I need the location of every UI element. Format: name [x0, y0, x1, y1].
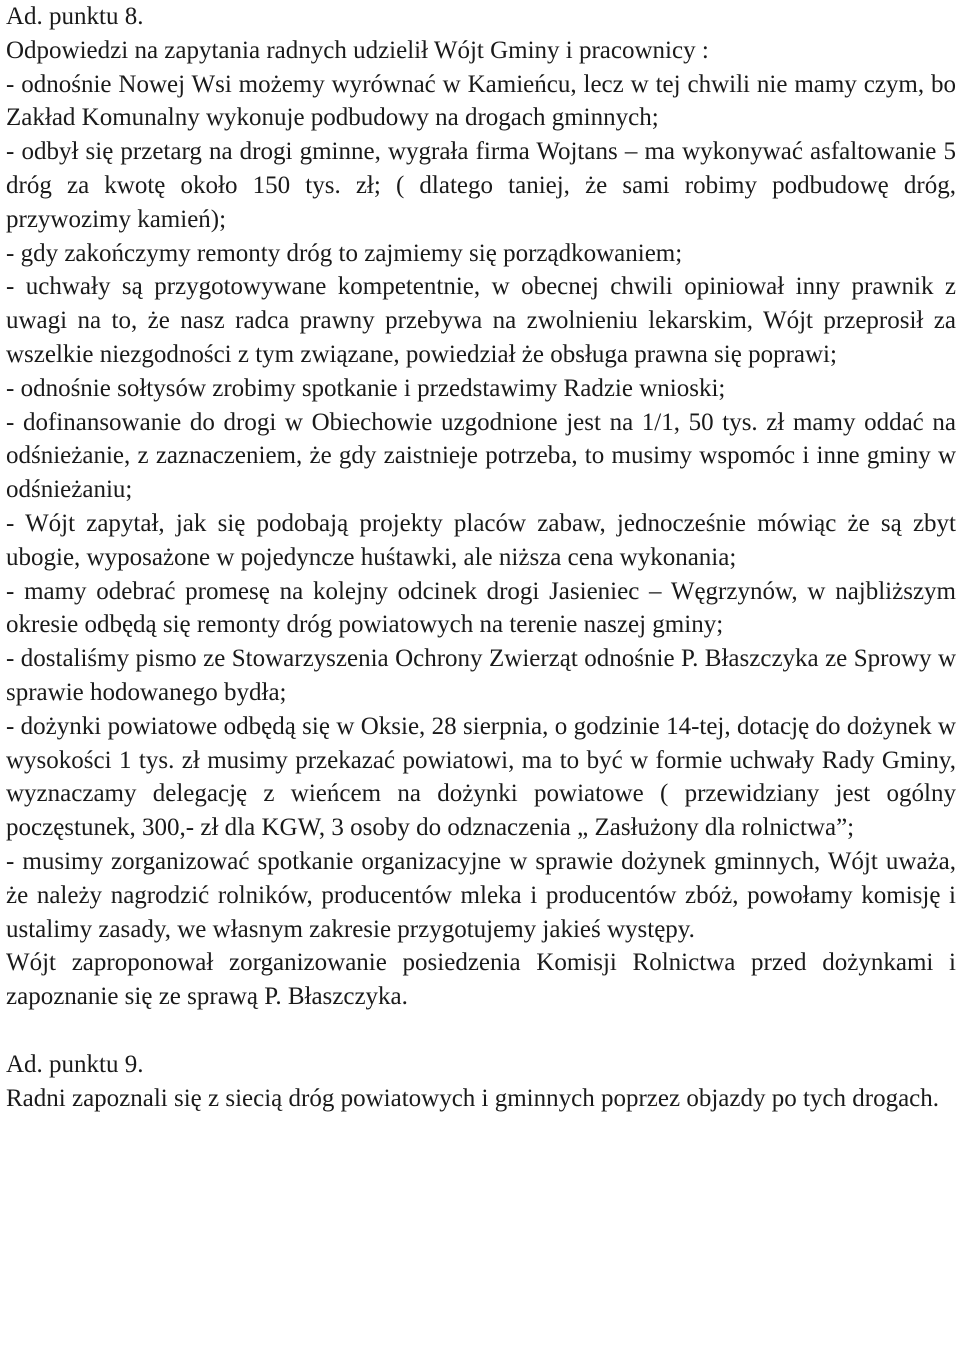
list-item-promesa: - mamy odebrać promesę na kolejny odcinek drogi Jasieniec – Węgrzynów, w najbliższym okresie odbędą się remonty dróg powiatowych na terenie naszej gminy; [6, 577, 956, 639]
intro-paragraph: Odpowiedzi na zapytania radnych udzielił Wójt Gminy i pracownicy : [6, 36, 709, 64]
closing-paragraph: Wójt zaproponował zorganizowanie posiedzenia Komisji Rolnictwa przed dożynkami i zapoznanie się ze sprawą P. Błaszczyka. [6, 949, 956, 1011]
list-item-dozynki-powiatowe: - dożynki powiatowe odbędą się w Oksie, 28 sierpnia, o godzinie 14-tej, dotację do dożynek w wysokości 1 tys. zł musimy przekazać powiatowi, ma to być w formie uchwały Rady Gminy, wyznaczamy delegację z wieńcem na dożynki powiatowe ( przewidziany jest ogólny poczęstunek, 300,- zł dla KGW, 3 osoby do odznaczenia „ Zasłużony dla rolnictwa”; [6, 712, 956, 842]
blank-line [6, 1014, 956, 1048]
list-item-dozynki-gminne: - musimy zorganizować spotkanie organizacyjne w sprawie dożynek gminnych, Wójt uważa, że należy nagrodzić rolników, producentów mleka i producentów zbóż, powołamy komisję i ustalimy zasady, we własnym zakresie przygotujemy jakieś występy. [6, 847, 956, 943]
list-item-pismo: - dostaliśmy pismo ze Stowarzyszenia Ochrony Zwierząt odnośnie P. Błaszczyka ze Sprowy w sprawie hodowanego bydła; [6, 645, 956, 706]
document-page [6, 0, 956, 1115]
list-item-place-zabaw: - Wójt zapytał, jak się podobają projekty placów zabaw, jednocześnie mówiąc że są zbyt ubogie, wyposażone w pojedyncze huśtawki, ale niższa cena wykonania; [6, 509, 956, 571]
list-item-uchwaly: - uchwały są przygotowywane kompetentnie, w obecnej chwili opiniował inny prawnik z uwagi na to, że nasz radca prawny przebywa na zwolnieniu lekarskim, Wójt przeprosił za wszelkie niezgodności z tym związane, powiedział że obsługa prawna się poprawi; [6, 273, 956, 368]
section-heading-point-9: Ad. punktu 9. [6, 1050, 144, 1078]
list-item-dofinansowanie: - dofinansowanie do drogi w Obiechowie uzgodnione jest na 1/1, 50 tys. zł mamy oddać na odśnieżanie, z zaznaczeniem, że gdy zaistnieje potrzeba, to musimy wspomóc i inne gminy w odśnieżaniu; [6, 408, 956, 504]
list-item-soltysi: - odnośnie sołtysów zrobimy spotkanie i przedstawimy Radzie wnioski; [6, 374, 726, 402]
section-heading-point-8: Ad. punktu 8. [6, 3, 144, 30]
point-9-paragraph: Radni zapoznali się z siecią dróg powiatowych i gminnych poprzez objazdy po tych drogach. [6, 1084, 940, 1112]
list-item-przetarg: - odbył się przetarg na drogi gminne, wygrała firma Wojtans – ma wykonywać asfaltowanie 5 dróg za kwotę około 150 tys. zł; ( dlatego taniej, że sami robimy podbudowę dróg, przywozimy kamień); [6, 138, 956, 233]
list-item-remonty: - gdy zakończymy remonty dróg to zajmiemy się porządkowaniem; [6, 239, 683, 267]
list-item-nowa-wies: - odnośnie Nowej Wsi możemy wyrównać w Kamieńcu, lecz w tej chwili nie mamy czym, bo Zakład Komunalny wykonuje podbudowy na drogach gminnych; [6, 70, 956, 132]
